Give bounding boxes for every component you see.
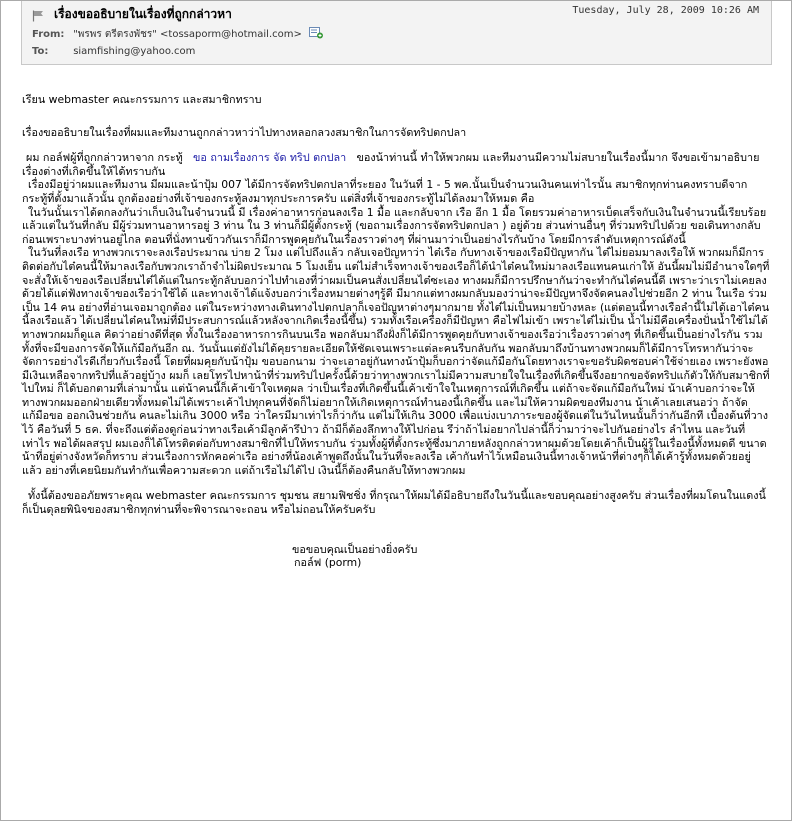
paragraph-2: ในวันนั้นเราได้ตกลงกันว่าเก็บเงินในจำนวนนี้ มี เรื่องค่าอาหารก่อนลงเรือ 1 มื้อ และกลับจาก เรือ อีก 1 มื้อ โดยรวมค่าอาหารเบ็ดเสร็จกับเงินในจำนวนนี้เรียบร้อยแล้วแต่ในวันที่กลับ มีผู้ร่วมทานอาหารอยู่ 3 ท่าน ใน 3 ท่านก็มีผู้ตั้งกระทู้ (ขอถามเรื่องการจัดทริปตกปลา ) อยู่ด้วย ส่วนท่านอื่นๆ ที่ร่วมทริปไปด้วย ขอเดินทางกลับก่อนเพราะบางท่านอยู่ไกล ตอนที่นั่งทานข้าวกันเราก็มีการพูดคุยกันในเรื่องราวต่างๆ ที่ผ่านมาว่าเป็นอย่างไรกันบ้าง โดยมีการลำดับเหตุการณ์ดังนี้ bbox=[22, 205, 767, 246]
from-label: From: bbox=[32, 29, 65, 40]
greeting: เรียน webmaster คณะกรรมการ และสมาชิกทราบ bbox=[22, 93, 262, 106]
thanks-paragraph: ทั้งนี้ต้องขออภัยพราะคุณ webmaster คณะกรรมการ ชุมชน สยามฟิชชิ่ง ที่กรุณาให้ผมได้มีอธิบายถึงในวันนี้และขอบคุณอย่างสูงครับ ส่วนเรื่องที่ผมโดนในแดงนี้ก็เป็นดุลยพินิจของสมาชิกทุกท่านที่จะพิจารณาจะถอน หรือไม่ถอนให้ครับครับ bbox=[22, 489, 766, 517]
intro-pre: ผม กอล์ฟผู้ที่ถูกกล่าวหาจาก กระทู้ bbox=[26, 151, 183, 165]
thread-link[interactable]: ขอ ถามเรื่องการ จัด ทริป ตกปลา bbox=[193, 151, 347, 165]
closing-line: ขอขอบคุณเป็นอย่างยิ่งครับ bbox=[292, 542, 418, 556]
to-row bbox=[32, 46, 195, 57]
from-row bbox=[32, 26, 323, 42]
intro-paragraph bbox=[22, 151, 770, 178]
intro-post: ของน้าท่านนี้ ทำให้พวกผม และทีมงานมีความไม่สบายในเรื่องนี้มาก จึงขอเข้ามาอธิบายเรื่องต่างที่เกิดขึ้นให้ได้ทราบกัน bbox=[22, 151, 760, 178]
email-header bbox=[21, 1, 772, 65]
email-date: Tuesday, July 28, 2009 10:26 AM bbox=[572, 5, 759, 16]
signature: กอล์ฟ (porm) bbox=[294, 556, 362, 570]
to-value[interactable]: siamfishing@yahoo.com bbox=[73, 46, 196, 57]
email-body bbox=[22, 80, 770, 570]
email-subject: เรื่องขออธิบายในเรื่องที่ถูกกล่าวหา bbox=[54, 7, 232, 21]
to-label: To: bbox=[32, 46, 49, 57]
flag-icon[interactable] bbox=[32, 7, 44, 19]
add-contact-icon[interactable] bbox=[309, 26, 323, 42]
topic-line: เรื่องขออธิบายในเรื่องที่ผมและทีมงานถูกกล่าวหาว่าไปทางหลอกลวงสมาชิกในการจัดทริปตกปลา bbox=[22, 125, 467, 139]
from-value[interactable]: "พรพร ตรีตรงพัชร" <tossaporm@hotmail.com> bbox=[73, 29, 302, 40]
paragraph-3: ในวันที่ลงเรือ ทางพวกเราจะลงเรือประมาณ บ่าย 2 โมง แต่ไปถึงแล้ว กลับเจอปัญหาว่า ไต๋เรือ กับทางเจ้าของเรือมีปัญหากัน ไต๋ไม่ยอมมาลงเรือให้ พวกผมก็มีการติดต่อกับไต๋คนนี้ให้มาลงเรือกับพวกเราถ้าจำไม่ผิดประมาณ 5 โมงเย็น แต่ไม่สำเร็จทางเจ้าของเรือก็ได้นำไต๋คนใหม่มาลงเรือแทนคนเก่าให้ อันนี้ผมไม่มีอำนาจใดๆที่จะสั่งให้เจ้าของเรือเปลี่ยนไต๋ได้แต่ในกระทู้กลับบอกว่าไปทำเองที่ว่าผมเป็นคนสั่งเปลี่ยนไต๋ซะเอง ทางผมก็มีการปรึกษากันว่าจะทำกันไต๋คนนี้ดี เพราะว่าเราไม่เคยลงด้วยได้แต่ฟังทางเจ้าของเรือว่าใช้ได้ และทางเจ้าได้แจ้งบอกว่าเรื่องหมายต่างๆรู้ดี มีมากแต่ทางผมกลับมองว่าน่าจะมีปัญหาจึงจัดคนลงไปช่วยอีก 2 ท่าน ในเรือ ร่วมเป็น 14 คน อย่างที่อ่านเจอมาถูกต้อง แต่ในระหว่างทางเดินทางไปตกปลาก็เจอปัญหาต่างๆมากมาย ทั้งไต๋ไม่เป็นหมายบ้างหละ (แต่ตอนนี้ทางเรือลำนี้ไม่ได้เอาไต๋คนนี้ลงเรือแล้ว ได้เปลี่ยนไต๋คนใหม่ที่มีประสบการณ์แล้วหลังจากเกิดเรื่องนี้ขึ้น) รวมทั้งเรือเครื่องก็มีปัญหา คือไฟไม่เข้า เพราะไต๋ไม่เป็น น้ำไม่มีคือเครื่องปั่นน้ำใช้ไม่ได้ทางพวกผมก็ดูแล คิดว่าอย่างดีที่สุด ทั้งในเรื่องอาหารการกินบนเรือ พอกลับมาถึงฝั่งก็ได้มีการพูดคุยกับทางเจ้าของเรือว่าเรื่องราวต่างๆ ที่เกิดขึ้นเป็นอย่างไรกัน รวมทั้งที่จะมีของการจัดให้แก้มือกันอีก ณ. วันนั้นแต่ยังไม่ได้คุยรายละเอียดให้ชัดเจนเพราะแต่ละคนรีบกลับกัน พอกลับมาถึงบ้านทางพวกผมก็ได้มีการโทรหากันว่าจะจัดการอย่างไรดีเกี่ยวกับเรื่องนี้ โดยที่ผมคุยกับน้าปุ้ม ขอบอกนาม ว่าจะเอาอยู่กันทางน้าปุ้มก็บอกว่าจัดแก้มือกันโดยทางเราจะขอรับผิดชอบค่าใช้จ่ายเอง เพราะยังพอมีเงินเหลือจากทริปที่แล้วอยู่บ้าง ผมก็ เลยโทรไปหาน้าที่ร่วมทริปไปครั้งนี้ด้วยว่าทางพวกเราไม่มีความสบายใจในเรื่องที่เกิดขึ้นจึงอยากขอจัดทริปแก้ตัวให้กับสมาชิกที่ไปใหม่ ก็ได้บอกตามที่เล่ามานั้น แต่น้าคนนี้ก็เค้าเข้าใจเหตุผล ว่าเป็นเรื่องที่เกิดขึ้นนี้เค้าเข้าใจในเหตุการณ์ที่เกิดขึ้น แต่ถ้าจะจัดแก้มือกันใหม่ น้าเค้าบอกว่าจะให้ทางพวกผมออกฝ่ายเดียวทั้งหมดไม่ได้เพราะเค้าไปทุกคนที่จัดก็ไม่อยากให้เกิดเหตุการณ์ทำนองนี้เกิดขึ้น และไม่ให้ความผิดของทีมงาน น้าเค้าเลยเสนอว่า ถ้าจัดแก้มือขอ ออกเงินช่วยกัน คนละไม่เกิน 3000 หรือ ว่าใครมีมาเท่าไรก็ว่ากัน แต่ไม่ให้เกิน 3000 เพื่อแบ่งเบาภาระของผู้จัดแต่ในวันไหนนั้นก็ว่ากันอีกที เบื้องต้นที่วางไว้ คือวันที่ 5 ธค. ที่จะถึงแต่ต้องดูก่อนว่าทางเรือเค้ามีลูกค้ารึป่าว ถ้ามีก็ต้องลึกทางให้ไปก่อน รึว่าถ้าไม่อยากไปล่านี้ก็ว่ามาว่าจะไปกันอย่างไร ลำไหน และวันที่เท่าไร พอได้ผลสรุป ผมเองก็ได้โทรติดต่อกับทางสมาชิกที่ไปให้ทราบกัน ร่วมทั้งผู้ที่ตั้งกระทู้ซึ่งมาภายหลังถูกกล่าวหาผมด้วยโดยเค้าก็เป็นผู้รู้ในเรื่องนี้ทั้งหมดดี ขนาดน้าที่อยู่ต่างจังหวัดก็ทราบ ส่วนเรื่องการหักคอค่าเรือ อย่างที่น้องเค้าพูดถึงนั้นในวันที่จะลงเรือ เค้ากันทำไว้เหมือนเงินนี้ทางเจ้าหน้าที่ต่างๆก็ได้เค้ารู้ทั้งหมดด้วยอยู่แล้ว อย่างที่เคยนิยมกันทำกันเพื่อความสะดวก แต่ถ้าเรือไม่ได้ไป เงินนี้ก็ต้องคืนกลับให้ทางพวกผม bbox=[22, 246, 770, 477]
paragraph-1: เรื่องมีอยู่ว่าผมและทีมงาน มีผมและน้าปุ้ม 007 ได้มีการจัดทริปตกปลาที่ระยอง ในวันที่ 1 - 5 พค.นั้นเป็นจำนวนเงินคนเท่าไรนั้น สมาชิกทุกท่านคงทราบดีจากกระทู้ที่ตั้งมาแล้วนั้น ถูกต้องอย่างที่เจ้าของกระทู้ลงมาทุกประการครับ แต่สิ่งที่เจ้าของกระทู้ไม่ได้ลงมาให้หมด คือ bbox=[22, 178, 748, 205]
